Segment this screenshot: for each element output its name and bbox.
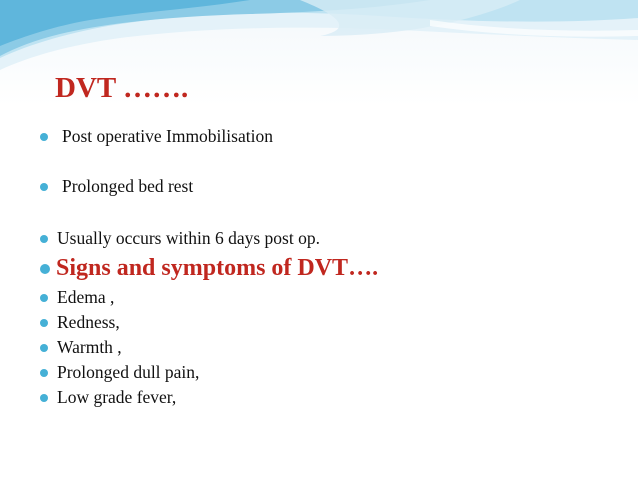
bullet-item — [40, 287, 114, 308]
bullet-dot-icon — [40, 133, 48, 141]
bullet-item — [40, 337, 122, 358]
bullet-item — [40, 126, 273, 147]
bullet-item — [40, 312, 120, 333]
bullet-text: Redness, — [57, 312, 120, 332]
bullet-item-heading — [40, 255, 378, 282]
bullet-dot-icon — [40, 369, 48, 377]
bullet-dot-icon — [40, 394, 48, 402]
bullet-text: Post operative Immobilisation — [62, 126, 273, 146]
bullet-text: Prolonged dull pain, — [57, 362, 200, 382]
slide-title: DVT ……. — [55, 72, 189, 104]
bullet-dot-icon — [40, 235, 48, 243]
bullet-dot-icon — [40, 344, 48, 352]
bullet-text: Warmth , — [57, 337, 122, 357]
bullet-item — [40, 387, 176, 408]
bullet-text: Prolonged bed rest — [62, 176, 194, 196]
bullet-heading-text: Signs and symptoms of DVT…. — [56, 255, 379, 281]
bullet-item — [40, 362, 199, 383]
bullet-dot-icon — [40, 183, 48, 191]
bullet-text: Low grade fever, — [57, 387, 177, 407]
bullet-dot-icon — [40, 264, 50, 274]
bullet-item — [40, 228, 320, 249]
bullet-dot-icon — [40, 294, 48, 302]
bullet-dot-icon — [40, 319, 48, 327]
bullet-text: Usually occurs within 6 days post op. — [57, 228, 320, 248]
bullet-text: Edema , — [57, 287, 115, 307]
bullet-item — [40, 176, 193, 197]
